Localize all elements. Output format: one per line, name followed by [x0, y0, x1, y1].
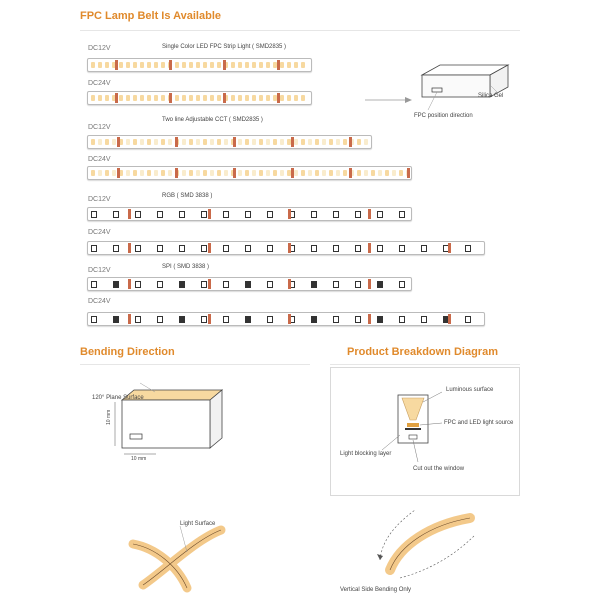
led-chip — [154, 62, 158, 68]
strip-1-voltage: DC12V — [88, 45, 111, 52]
led-chip — [311, 281, 317, 288]
cut-mark — [175, 168, 178, 178]
led-chip — [126, 170, 130, 176]
led-chip — [252, 62, 256, 68]
led-chip — [280, 62, 284, 68]
strip-2 — [87, 91, 312, 105]
strip-7-title: SPI ( SMD 3838 ) — [162, 264, 210, 270]
led-chip — [91, 211, 97, 218]
bending-divider — [80, 364, 310, 365]
bending-section-title: Bending Direction — [80, 346, 175, 358]
led-chip — [203, 95, 207, 101]
led-chip — [196, 170, 200, 176]
led-chip — [210, 62, 214, 68]
led-chip — [245, 211, 251, 218]
led-chip — [301, 170, 305, 176]
led-chip — [113, 245, 119, 252]
led-chip — [315, 139, 319, 145]
led-chip — [245, 170, 249, 176]
led-chip — [311, 211, 317, 218]
led-chip — [91, 245, 97, 252]
led-chip — [421, 245, 427, 252]
cut-mark — [208, 209, 211, 219]
led-chip — [161, 95, 165, 101]
led-chip — [343, 170, 347, 176]
led-chip — [135, 211, 141, 218]
cut-mark — [208, 314, 211, 324]
led-chip — [105, 62, 109, 68]
cut-mark — [169, 93, 172, 103]
led-chip — [371, 170, 375, 176]
led-chip — [105, 170, 109, 176]
led-chip — [465, 316, 471, 323]
led-chip — [378, 170, 382, 176]
led-chip — [175, 62, 179, 68]
led-chip — [135, 281, 141, 288]
led-chip — [267, 245, 273, 252]
led-chip — [91, 281, 97, 288]
led-chip — [245, 95, 249, 101]
cut-mark — [128, 209, 131, 219]
cut-mark — [448, 314, 451, 324]
led-chip — [133, 139, 137, 145]
led-chip — [224, 139, 228, 145]
led-chip — [377, 245, 383, 252]
led-chip — [355, 245, 361, 252]
led-chip — [245, 316, 251, 323]
led-chip — [217, 62, 221, 68]
silica-gel-label: Silica Gel — [478, 93, 504, 99]
strip-2-voltage: DC24V — [88, 80, 111, 87]
led-chip — [223, 281, 229, 288]
led-chip — [179, 245, 185, 252]
led-chip — [201, 316, 207, 323]
led-chip — [329, 170, 333, 176]
breakdown-section-title: Product Breakdown Diagram — [347, 346, 498, 358]
led-chip — [267, 281, 273, 288]
cut-window-label: Cut out the window — [413, 466, 465, 472]
cut-mark — [349, 137, 352, 147]
led-chip — [91, 316, 97, 323]
cut-mark — [277, 93, 280, 103]
led-chip — [157, 281, 163, 288]
led-chip — [112, 139, 116, 145]
breakdown-divider — [330, 364, 520, 365]
strip-4 — [87, 166, 412, 180]
height-dimension-label: 10 mm — [106, 409, 112, 425]
led-chip — [203, 62, 207, 68]
cut-mark — [288, 209, 291, 219]
led-chip — [238, 62, 242, 68]
led-chip — [311, 316, 317, 323]
strip-7 — [87, 277, 412, 291]
cut-mark — [115, 93, 118, 103]
led-chip — [329, 139, 333, 145]
led-chip — [322, 170, 326, 176]
cut-mark — [288, 314, 291, 324]
led-chip — [133, 170, 137, 176]
led-chip — [98, 139, 102, 145]
light-blocking-label: Light blocking layer — [340, 451, 392, 457]
luminous-surface-label: Luminous surface — [446, 387, 494, 393]
cut-mark — [288, 243, 291, 253]
led-chip — [259, 170, 263, 176]
led-chip — [140, 62, 144, 68]
led-chip — [91, 170, 95, 176]
led-chip — [357, 170, 361, 176]
led-chip — [182, 170, 186, 176]
led-chip — [105, 95, 109, 101]
led-chip — [231, 62, 235, 68]
led-chip — [355, 211, 361, 218]
led-chip — [196, 139, 200, 145]
led-chip — [182, 62, 186, 68]
led-chip — [343, 139, 347, 145]
led-chip — [399, 281, 405, 288]
led-chip — [203, 139, 207, 145]
led-chip — [399, 211, 405, 218]
led-chip — [280, 170, 284, 176]
led-chip — [210, 139, 214, 145]
fpc-position-label: FPC position direction — [414, 113, 473, 119]
led-chip — [133, 95, 137, 101]
led-chip — [189, 170, 193, 176]
led-chip — [377, 281, 383, 288]
led-chip — [98, 95, 102, 101]
led-chip — [245, 281, 251, 288]
cut-mark — [175, 137, 178, 147]
strip-6-voltage: DC24V — [88, 229, 111, 236]
led-chip — [161, 170, 165, 176]
led-chip — [287, 95, 291, 101]
led-chip — [217, 139, 221, 145]
led-chip — [126, 139, 130, 145]
cut-mark — [368, 209, 371, 219]
led-chip — [201, 281, 207, 288]
cut-mark — [448, 243, 451, 253]
led-chip — [301, 139, 305, 145]
cut-mark — [223, 60, 226, 70]
cut-mark — [223, 93, 226, 103]
cut-mark — [115, 60, 118, 70]
led-chip — [223, 316, 229, 323]
led-chip — [147, 62, 151, 68]
led-chip — [399, 170, 403, 176]
led-chip — [238, 139, 242, 145]
led-chip — [112, 170, 116, 176]
led-chip — [280, 95, 284, 101]
led-chip — [203, 170, 207, 176]
led-chip — [161, 62, 165, 68]
led-chip — [168, 170, 172, 176]
cut-mark — [277, 60, 280, 70]
led-chip — [308, 170, 312, 176]
led-chip — [315, 170, 319, 176]
cut-mark — [208, 279, 211, 289]
cut-mark — [407, 168, 410, 178]
led-chip — [301, 62, 305, 68]
cut-mark — [169, 60, 172, 70]
led-chip — [280, 139, 284, 145]
plane-surface-label: 120° Plane Surface — [92, 395, 144, 401]
strip-1 — [87, 58, 312, 72]
cut-mark — [233, 168, 236, 178]
led-chip — [333, 281, 339, 288]
led-chip — [157, 316, 163, 323]
led-chip — [392, 170, 396, 176]
led-chip — [357, 139, 361, 145]
cut-mark — [368, 243, 371, 253]
fpc-section-title: FPC Lamp Belt Is Available — [80, 10, 222, 22]
led-chip — [224, 170, 228, 176]
led-chip — [294, 95, 298, 101]
led-chip — [273, 139, 277, 145]
led-chip — [154, 139, 158, 145]
light-surface-label: Light Surface — [180, 521, 216, 527]
led-chip — [140, 139, 144, 145]
led-chip — [189, 95, 193, 101]
led-chip — [113, 281, 119, 288]
led-chip — [333, 245, 339, 252]
cut-mark — [233, 137, 236, 147]
led-chip — [105, 139, 109, 145]
cut-mark — [368, 279, 371, 289]
strip-4-voltage: DC24V — [88, 156, 111, 163]
led-chip — [201, 211, 207, 218]
led-chip — [217, 95, 221, 101]
breakdown-cross-section — [390, 390, 440, 450]
led-chip — [294, 170, 298, 176]
led-chip — [252, 170, 256, 176]
led-chip — [294, 62, 298, 68]
strip-8-voltage: DC24V — [88, 298, 111, 305]
led-chip — [259, 95, 263, 101]
led-chip — [308, 139, 312, 145]
strip-6 — [87, 241, 485, 255]
led-chip — [266, 139, 270, 145]
cut-mark — [291, 137, 294, 147]
led-chip — [91, 62, 95, 68]
led-chip — [294, 139, 298, 145]
cut-mark — [117, 137, 120, 147]
led-chip — [196, 62, 200, 68]
led-chip — [91, 95, 95, 101]
led-chip — [147, 139, 151, 145]
led-chip — [355, 316, 361, 323]
led-chip — [377, 211, 383, 218]
led-chip — [217, 170, 221, 176]
led-chip — [91, 139, 95, 145]
cut-mark — [128, 314, 131, 324]
strip-5-title: RGB ( SMD 3838 ) — [162, 193, 213, 199]
strip-5 — [87, 207, 412, 221]
led-chip — [154, 95, 158, 101]
led-chip — [238, 170, 242, 176]
led-chip — [113, 316, 119, 323]
led-chip — [252, 139, 256, 145]
led-chip — [126, 62, 130, 68]
led-chip — [287, 62, 291, 68]
led-chip — [399, 245, 405, 252]
cut-mark — [128, 243, 131, 253]
led-chip — [126, 95, 130, 101]
led-chip — [98, 62, 102, 68]
led-chip — [333, 316, 339, 323]
led-chip — [189, 139, 193, 145]
led-chip — [154, 170, 158, 176]
led-chip — [182, 95, 186, 101]
cut-mark — [117, 168, 120, 178]
led-chip — [179, 316, 185, 323]
led-chip — [336, 170, 340, 176]
fpc-led-label: FPC and LED light source — [444, 420, 514, 426]
led-chip — [140, 95, 144, 101]
cut-mark — [128, 279, 131, 289]
led-chip — [238, 95, 242, 101]
led-chip — [119, 62, 123, 68]
led-chip — [311, 245, 317, 252]
led-chip — [147, 95, 151, 101]
led-chip — [267, 211, 273, 218]
led-chip — [231, 95, 235, 101]
cut-mark — [368, 314, 371, 324]
led-chip — [133, 62, 137, 68]
led-chip — [322, 139, 326, 145]
cut-mark — [291, 168, 294, 178]
led-chip — [210, 95, 214, 101]
fpc-divider — [80, 30, 520, 31]
led-chip — [140, 170, 144, 176]
led-chip — [135, 316, 141, 323]
width-dimension-label: 10 mm — [131, 456, 147, 462]
led-chip — [182, 139, 186, 145]
led-chip — [266, 170, 270, 176]
led-chip — [259, 62, 263, 68]
led-chip — [168, 139, 172, 145]
led-chip — [179, 211, 185, 218]
strip-5-voltage: DC12V — [88, 196, 111, 203]
led-chip — [147, 170, 151, 176]
led-chip — [465, 245, 471, 252]
led-chip — [355, 281, 361, 288]
led-chip — [113, 211, 119, 218]
led-chip — [259, 139, 263, 145]
bending-profile-illustration — [100, 378, 280, 468]
strip-7-voltage: DC12V — [88, 267, 111, 274]
led-chip — [119, 95, 123, 101]
cut-mark — [208, 243, 211, 253]
led-chip — [245, 245, 251, 252]
led-chip — [364, 139, 368, 145]
led-chip — [266, 95, 270, 101]
led-chip — [399, 316, 405, 323]
led-chip — [196, 95, 200, 101]
led-chip — [336, 139, 340, 145]
led-chip — [157, 245, 163, 252]
led-chip — [421, 316, 427, 323]
vertical-bend-illustration — [360, 500, 480, 580]
led-chip — [161, 139, 165, 145]
led-chip — [377, 316, 383, 323]
led-chip — [252, 95, 256, 101]
led-chip — [245, 139, 249, 145]
strip-3-voltage: DC12V — [88, 124, 111, 131]
cut-mark — [288, 279, 291, 289]
led-chip — [175, 95, 179, 101]
led-chip — [301, 95, 305, 101]
led-chip — [201, 245, 207, 252]
led-chip — [266, 62, 270, 68]
led-chip — [223, 245, 229, 252]
led-chip — [189, 62, 193, 68]
led-chip — [223, 211, 229, 218]
led-chip — [135, 245, 141, 252]
led-chip — [157, 211, 163, 218]
led-chip — [179, 281, 185, 288]
led-chip — [245, 62, 249, 68]
led-chip — [267, 316, 273, 323]
led-chip — [364, 170, 368, 176]
led-chip — [333, 211, 339, 218]
led-chip — [385, 170, 389, 176]
led-chip — [98, 170, 102, 176]
led-chip — [273, 170, 277, 176]
strip-1-title: Single Color LED FPC Strip Light ( SMD2835 ) — [162, 44, 287, 50]
cut-mark — [349, 168, 352, 178]
strip-3-title: Two line Adjustable CCT ( SMD2835 ) — [162, 117, 263, 123]
led-chip — [210, 170, 214, 176]
strip-8 — [87, 312, 485, 326]
vertical-bending-label: Vertical Side Bending Only — [340, 587, 412, 593]
strip-3 — [87, 135, 372, 149]
